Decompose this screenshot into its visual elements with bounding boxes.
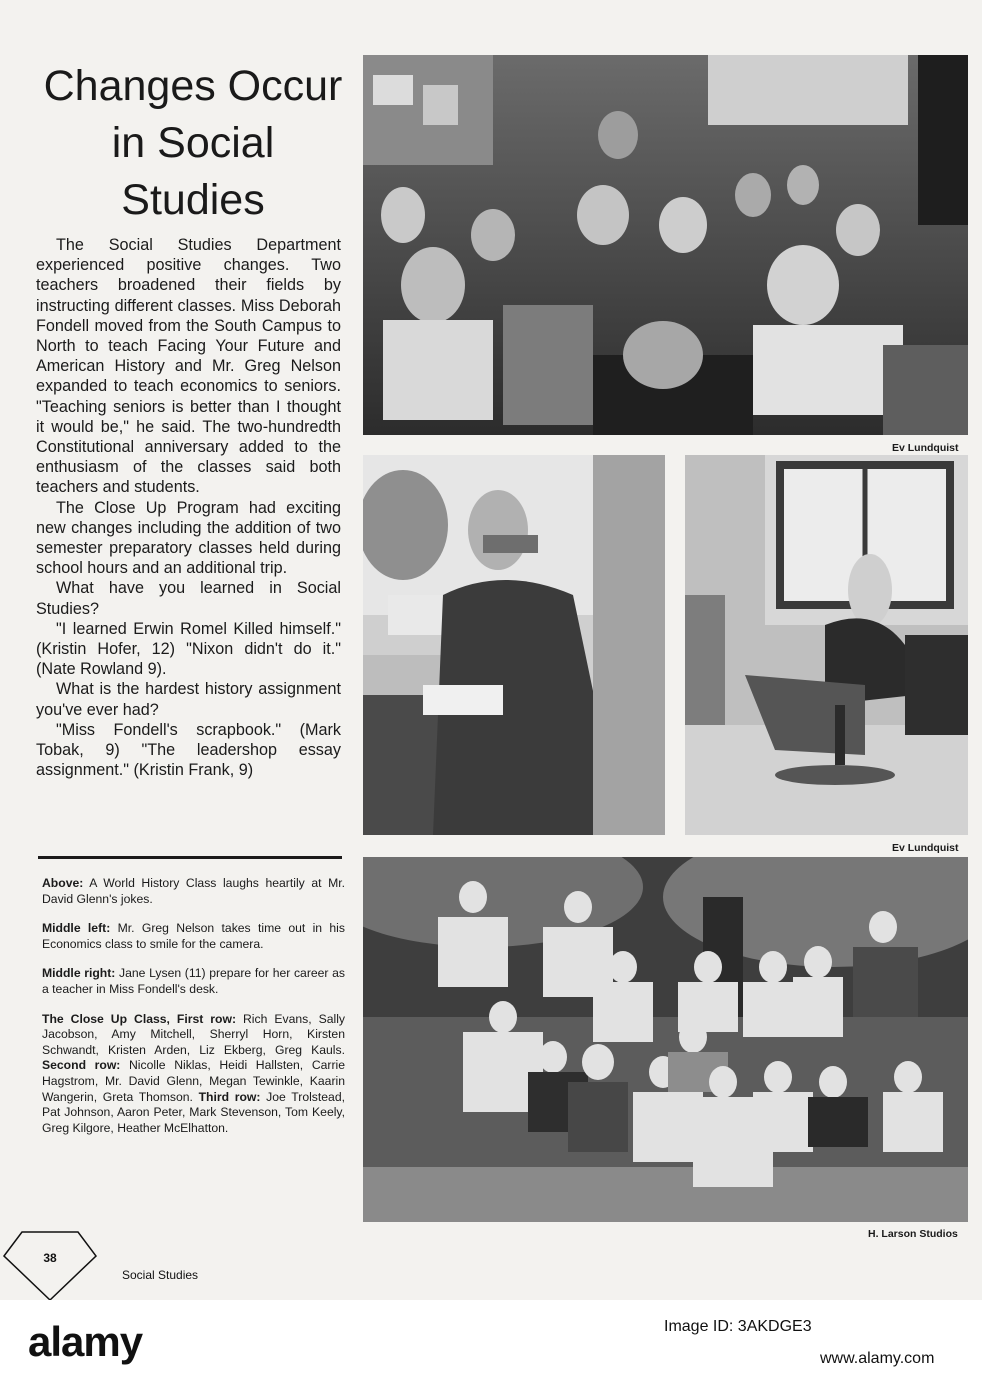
photo-credit: H. Larson Studios: [868, 1228, 958, 1240]
caption-middle-right: [42, 966, 345, 997]
classroom-photo: [363, 55, 968, 435]
article-body: [36, 235, 341, 780]
section-label: Social Studies: [122, 1268, 199, 1282]
stock-watermark-bar: [0, 1300, 982, 1390]
caption-above: [42, 876, 345, 907]
article-paragraph: The Social Studies Department experienced positive changes. Two teachers broadened their fields by instructing different classes. Miss Deborah Fondell moved from the South Campus to North to teach Facing Your Future and American History and Mr. Greg Nelson expanded to teach economics to seniors. "Teaching seniors is better than I thought it would be," he said. The two-hundredth Constitutional anniversary added to the enthusiasm of the classes said both teachers and students.: [36, 236, 341, 497]
caption-label: Middle left:: [42, 921, 111, 936]
article-paragraph: "Miss Fondell's scrapbook." (Mark Tobak, 9) "The leadershop essay assignment." (Kristin Frank, 9): [36, 720, 341, 780]
photo-captions: [42, 876, 345, 1150]
title-line-2: in Social: [111, 119, 275, 167]
caption-text: Jane Lysen (11) prepare for her career as a teacher in Miss Fondell's desk.: [42, 966, 345, 996]
stock-url: www.alamy.com: [820, 1350, 935, 1367]
caption-divider: [38, 856, 342, 859]
caption-text: Rich Evans, Sally Jacobson, Amy Mitchell, Sherryl Horn, Kirsten Schwandt, Kristen Arden, Liz Ekberg, Greg Kauls.: [42, 1011, 346, 1057]
caption-text: Nicolle Niklas, Heidi Hallsten, Carrie Hagstrom, Mr. David Glenn, Megan Tewinkle, Kaarin Wangerin, Greta Thomson.: [42, 1058, 345, 1104]
article-paragraph: The Close Up Program had exciting new changes including the addition of two semester preparatory classes held during school hours and an additional trip.: [36, 498, 341, 578]
caption-label: Above:: [42, 876, 84, 890]
page-number: 38: [43, 1251, 57, 1265]
caption-label: Second row:: [42, 1058, 121, 1073]
photo-credit: Ev Lundquist: [892, 842, 959, 854]
stock-image-id: Image ID: 3AKDGE3: [664, 1318, 812, 1335]
caption-label: Third row:: [198, 1089, 261, 1104]
caption-label: Middle right:: [42, 966, 116, 981]
photo-world-history-class: [363, 55, 968, 435]
caption-text: A World History Class laughs heartily at Mr. David Glenn's jokes.: [42, 876, 345, 906]
stock-logo: alamy: [28, 1318, 143, 1365]
caption-text: Joe Trolstead, Pat Johnson, Aaron Peter, Mark Stevenson, Tom Keely, Greg Kilgore, Heather McElhatton.: [42, 1089, 346, 1135]
caption-label: The Close Up Class, First row:: [42, 1011, 237, 1026]
caption-text: Mr. Greg Nelson takes time out in his Economics class to smile for the camera.: [42, 921, 345, 951]
student-photo: [685, 455, 968, 835]
article-paragraph: What is the hardest history assignment you've ever had?: [36, 680, 341, 719]
teacher-photo: [363, 455, 665, 835]
article-paragraph: "I learned Erwin Romel Killed himself." (Kristin Hofer, 12) "Nixon didn't do it." (Nate Rowland 9).: [36, 619, 341, 679]
photo-student-desk: [685, 455, 968, 835]
title-line-1: Changes Occur: [43, 62, 343, 110]
photo-credit: Ev Lundquist: [892, 442, 959, 454]
page-title: [28, 58, 358, 229]
title-line-3: Studies: [121, 176, 265, 224]
caption-middle-left: [42, 921, 345, 952]
caption-class: [42, 1012, 345, 1137]
photo-teacher-economics: [363, 455, 665, 835]
article-paragraph: What have you learned in Social Studies?: [36, 579, 341, 618]
photo-close-up-class: [363, 857, 968, 1222]
group-photo: [363, 857, 968, 1222]
